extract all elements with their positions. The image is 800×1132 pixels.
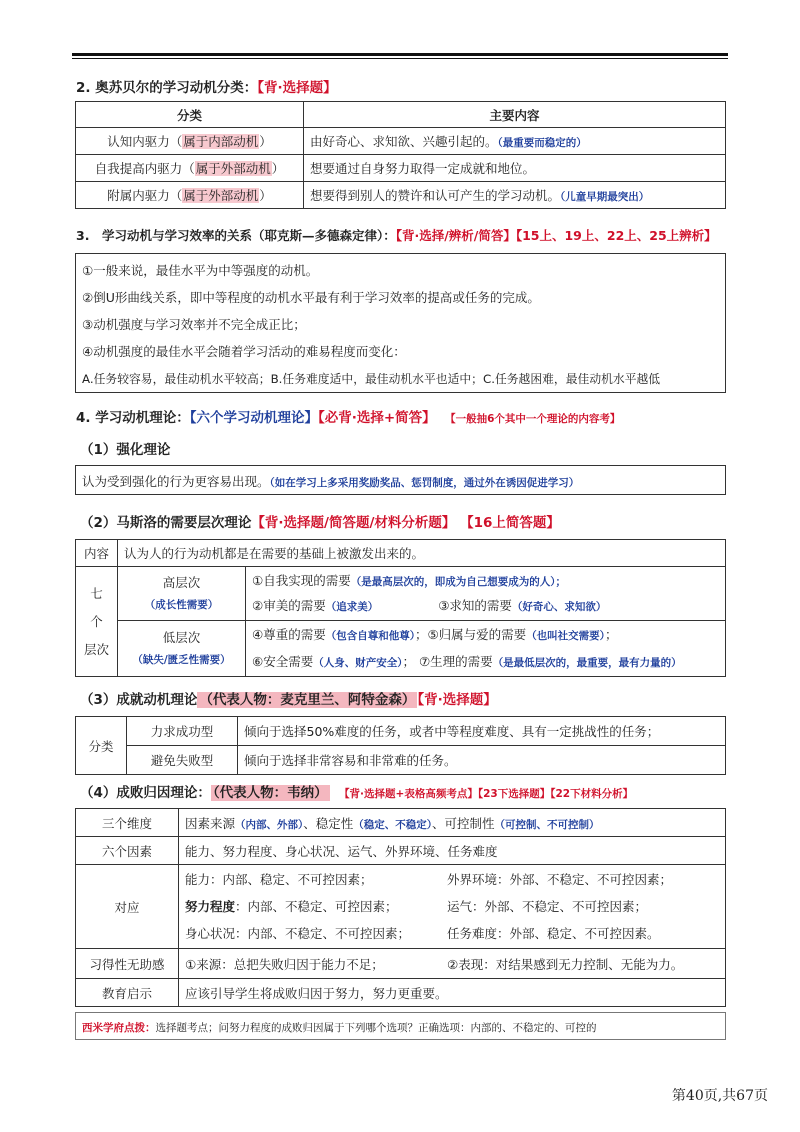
maslow-table: 内容 认为人的行为动机都是在需要的基础上被激发出来的。 七 个 层次 高层次 （成长性需要） ①自我实现的需要（是最高层次的，即成为自己想要成为的人）； ②审美的需要（追求美） ③求知的需要（好奇心、求知欲） 低层次 （缺失/匮乏性需要） ④尊重的需要（包含自尊和他尊）；⑤归属与爱的需要（也叫社交需要）； ⑥安全需要（人身、财产安全）； ⑦生理的需要（是最低层次的，最重要，最有力量的）	[75, 539, 726, 677]
yerkes-dodson-box	[75, 253, 726, 393]
law-line: ①一般来说，最佳水平为中等强度的动机。	[82, 263, 319, 278]
law-line: ④动机强度的最佳水平会随着学习活动的难易程度而变化：	[82, 344, 406, 359]
tip-box: 西米学府点拨：选择题考点；问努力程度的成败归因属于下列哪个选项？正确选项：内部的、不稳定的、可控的	[75, 1012, 726, 1040]
section-2-heading: 2. 奥苏贝尔的学习动机分类：【背·选择题】	[76, 80, 337, 96]
law-line: ③动机强度与学习效率并不完全成正比；	[82, 317, 306, 332]
ausubel-head-content: 主要内容	[304, 102, 726, 128]
ausubel-head-type: 分类	[76, 102, 304, 128]
table-row: 自我提高内驱力（属于外部动机） 想要通过自身努力取得一定成就和地位。	[76, 155, 726, 182]
table-row: 认知内驱力（属于内部动机） 由好奇心、求知欲、兴趣引起的。（最重要而稳定的）	[76, 128, 726, 155]
top-rule-thick	[72, 53, 728, 56]
ausubel-table	[75, 101, 726, 209]
table-row: 附属内驱力（属于外部动机） 想要得到别人的赞许和认可产生的学习动机。（儿童早期最突出）	[76, 182, 726, 209]
attribution-table: 三个维度 因素来源（内部、外部）、稳定性（稳定、不稳定）、可控制性（可控制、不可控制） 六个因素 能力、努力程度、身心状况、运气、外界环境、任务难度 对应 能力：内部、稳定、不可控因素； 外界环境：外部、不稳定、不可控因素； 努力程度：内部、不稳定、可控因素； 运气：外部、不稳定、不可控因素； 身心状况：内部、不稳定、不可控因素； 任务难度：外部、稳定、不可控因素。 习得性无助感 ①来源：总把失败归因于能力不足； ②表现：对结果感到无力控制、无能为力。 教育启示 应该引导学生将成败归因于努力，努力更重要。	[75, 808, 726, 1007]
law-line: A.任务较容易，最佳动机水平较高；B.任务难度适中，最佳动机水平也适中；C.任务越困难，最佳动机水平越低	[82, 372, 661, 386]
achievement-table: 分类 力求成功型 倾向于选择50%难度的任务，或者中等程度难度、具有一定挑战性的任务； 避免失败型 倾向于选择非常容易和非常难的任务。	[75, 716, 726, 775]
section-4-heading: 4. 学习动机理论：【六个学习动机理论】【必背·选择+简答】 【一般抽6个其中一个理论的内容考】	[76, 410, 621, 426]
maslow-heading: （2）马斯洛的需要层次理论【背·选择题/简答题/材料分析题】 【16上简答题】	[80, 515, 560, 531]
reinforce-box: 认为受到强化的行为更容易出现。（如在学习上多采用奖励奖品、惩罚制度，通过外在诱因促进学习）	[75, 465, 726, 495]
attribution-heading: （4）成败归因理论： （代表人物：韦纳） 【背·选择题+表格高频考点】【23下选择题】【22下材料分析】	[80, 785, 634, 801]
reinforce-heading: （1）强化理论	[80, 442, 171, 458]
section-3-heading: 3. 学习动机与学习效率的关系（耶克斯—多德森定律）：【背·选择/辨析/简答】【15上、19上、22上、25上辨析】	[76, 228, 717, 243]
page-footer: 第40页,共67页	[671, 1088, 768, 1104]
law-line: ②倒U形曲线关系，即中等程度的动机水平最有利于学习效率的提高或任务的完成。	[82, 290, 540, 305]
achievement-heading: （3）成就动机理论 （代表人物：麦克里兰、阿特金森） 【背·选择题】	[80, 692, 497, 708]
top-rule-thin	[72, 58, 728, 59]
